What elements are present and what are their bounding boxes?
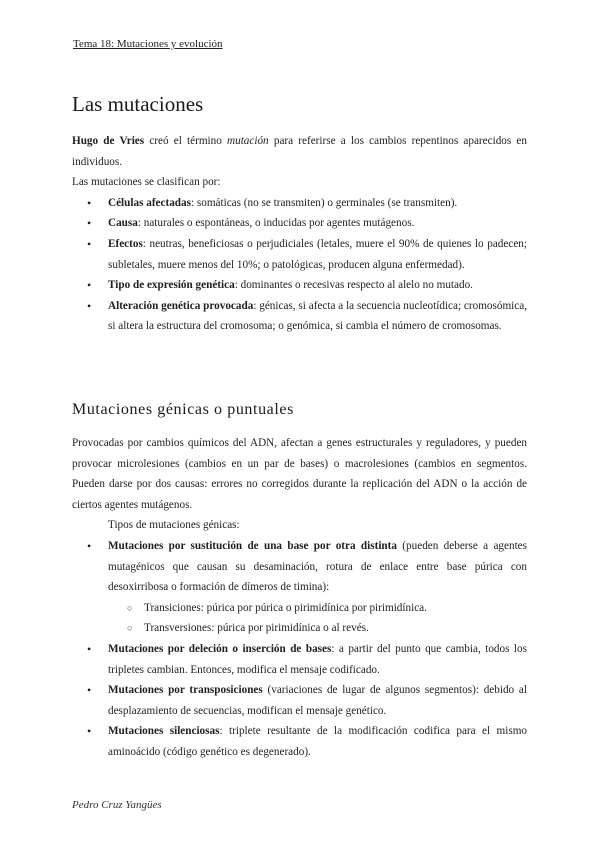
types-intro: Tipos de mutaciones génicas: [108,519,240,532]
list-item-label: Efectos [108,237,143,250]
list-item-text: : triplete resultante de la modificación codifica para el mismo aminoácido (código genético es degenerado). [108,725,527,758]
list-item-label: Alteración genética provocada [108,299,254,312]
list-item [72,234,527,275]
genicas-paragraph: Provocadas por cambios químicos del ADN, afectan a genes estructurales y reguladores, y pueden provocar microlesiones (cambios en un par de bases) o macrolesiones (cambios en segmentos. Pueden darse por dos causas: errores no corregidos durante la replicación del ADN o la acción de ciertos agentes mutágenos. [72,437,527,511]
intro-author: Hugo de Vries [72,135,145,147]
page-footer-author: Pedro Cruz Yangües [72,799,162,811]
section-title-genicas: Mutaciones génicas o puntuales [72,401,294,418]
sublist-item: ○ Transversiones: púrica por pirimidínica o al revés. [72,618,527,639]
section-title-mutaciones: Las mutaciones [72,92,204,116]
types-list [72,536,527,598]
list-item-label: Tipo de expresión genética [108,279,235,292]
page-header: Tema 18: Mutaciones y evolución [73,38,223,50]
section1-body [72,131,527,337]
list-item-label: Mutaciones silenciosas [108,725,220,738]
list-item-text: : génicas, si afecta a la secuencia nucleotídica; cromosómica, si altera la estructura del cromosoma; o genómica, si cambia el número de cromosomas. [108,299,527,333]
list-item [72,275,527,296]
list-item [72,639,527,680]
sublist-item: ○ Transiciones: púrica por púrica o pirimidínica por pirimidínica. [72,598,527,619]
list-item-text: : naturales o espontáneas, o inducidas por agentes mutágenos. [137,217,415,230]
list-item-text: : a partir del punto que cambia, todos los tripletes cambian. Entonces, modifica el mensaje codificado. [108,642,527,676]
list-item-label: Mutaciones por deleción o inserción de bases [108,642,332,655]
list-item-label: Mutaciones por sustitución de una base por otra distinta [108,539,397,552]
intro-term: mutación [227,135,269,147]
list-item [72,721,527,762]
list-item [72,296,527,337]
list-item [72,193,527,214]
classify-line: Las mutaciones se clasifican por: [72,176,221,189]
intro-pre: creó el término [144,135,228,147]
list-item-label: Causa [108,217,138,230]
list-item [72,680,527,721]
section2-body [72,433,527,763]
list-item-text: (pueden deberse a agentes mutagénicos que causan su desaminación, rotura de enlace entre base púrica con desoxirribosa o formación de dímeros de timina): [108,539,527,594]
list-item-text: : dominantes o recesivas respecto al alelo no mutado. [234,279,473,292]
types-list-continued [72,639,527,763]
intro-paragraph [72,131,527,172]
substitution-sublist [72,598,527,639]
intro-post: para referirse a los cambios repentinos aparecidos en individuos. [72,135,527,168]
list-item-text: (variaciones de lugar de algunos segmentos): debido al desplazamiento de secuencias, modifican el mensaje genético. [108,684,527,717]
list-item [72,213,527,234]
classification-list [72,193,527,337]
list-item-label: Mutaciones por transposiciones [108,684,263,697]
list-item [72,536,527,598]
list-item-label: Células afectadas [108,196,191,209]
list-item-text: : neutras, beneficiosas o perjudiciales (letales, muere el 90% de quienes lo padecen; subletales, muere menos del 10%; o patológicas, producen alguna enfermedad). [108,237,527,271]
list-item-text: : somáticas (no se transmiten) o germinales (se transmiten). [190,196,458,209]
